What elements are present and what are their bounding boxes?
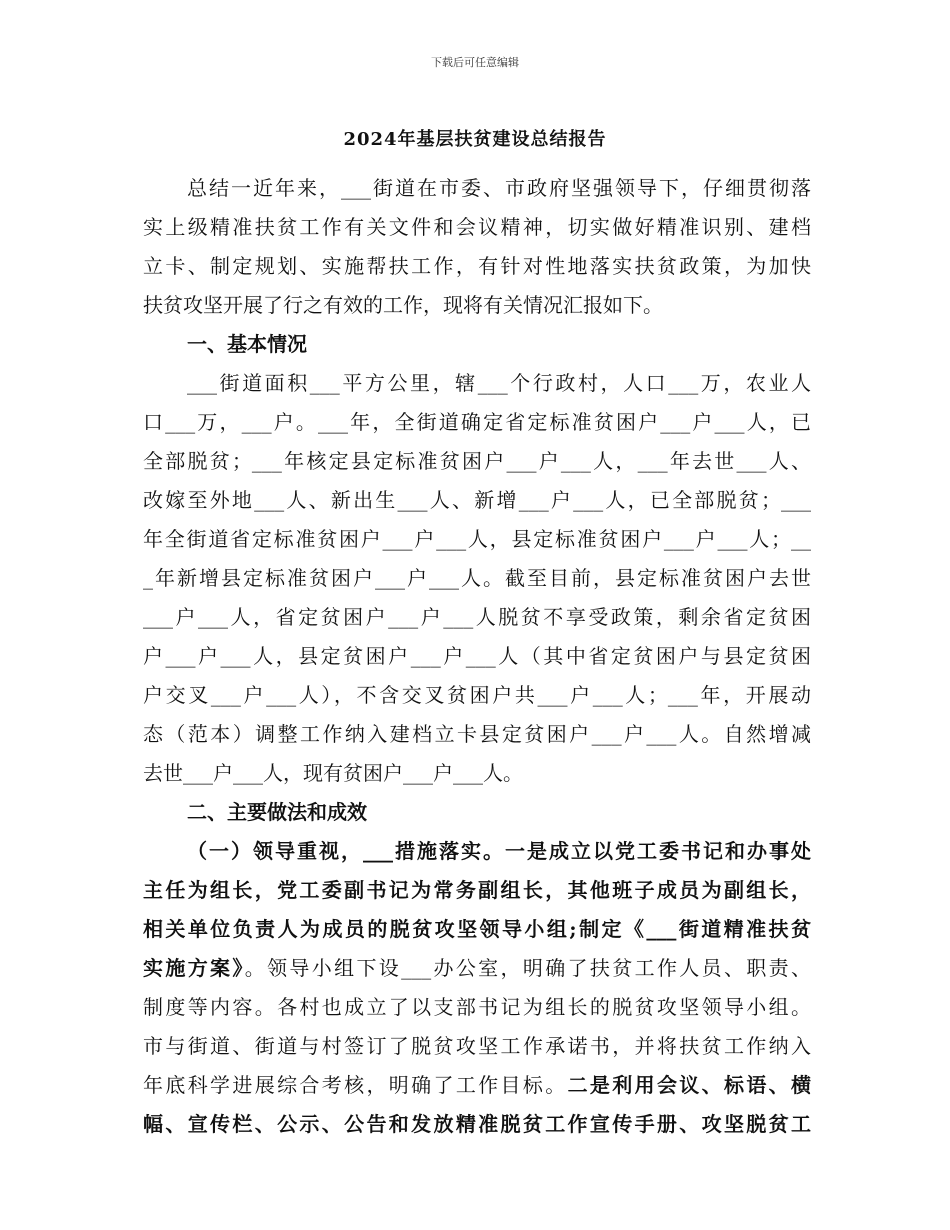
body-line (143, 1069, 811, 1101)
bold-text: 实施方案》 (143, 956, 245, 980)
body-line (143, 991, 811, 1023)
body-line: 态（范本）调整工作纳入建档立卡县定贫困户___户___人。自然增减 (143, 722, 811, 746)
normal-text: 。领导小组下设___办公室，明确了扶贫工作人员、职责、 (244, 956, 811, 980)
body-line: 去世___户___人，现有贫困户___户___人。 (143, 761, 523, 785)
intro-line: 实上级精准扶贫工作有关文件和会议精神，切实做好精准识别、建档 (143, 215, 811, 239)
body-line (143, 874, 811, 906)
body-line (143, 913, 811, 945)
normal-text: 市与街道、街道与村签订了脱贫攻坚工作承诺书，并将扶贫工作纳入 (143, 1034, 811, 1058)
body-line: ___户___人，省定贫困户___户___人脱贫不享受政策，剩余省定贫困 (143, 605, 811, 629)
section-heading: 二、主要做法和成效 (187, 800, 367, 824)
section-heading: 一、基本情况 (187, 332, 307, 356)
intro-line: 扶贫攻坚开展了行之有效的工作，现将有关情况汇报如下。 (143, 293, 663, 317)
bold-text: 幅、宣传栏、公示、公告和发放精准脱贫工作宣传手册、攻坚脱贫工 (143, 1112, 811, 1136)
body-line: _年新增县定标准贫困户___户___人。截至目前，县定标准贫困户去世 (143, 566, 811, 590)
intro-line: 总结一近年来，___街道在市委、市政府坚强领导下，仔细贯彻落 (187, 176, 811, 200)
body-line (143, 1030, 811, 1062)
body-line (143, 952, 811, 984)
body-line (187, 835, 811, 867)
body-line: 户___户___人，县定贫困户___户___人（其中省定贫困户与县定贫困 (143, 644, 811, 668)
body-line: 口___万，___户。___年，全街道确定省定标准贫困户___户___人，已 (143, 410, 811, 434)
normal-text: 年底科学进展综合考核，明确了工作目标。 (143, 1073, 568, 1097)
normal-text: 制度等内容。各村也成立了以支部书记为组长的脱贫攻坚领导小组。 (143, 995, 811, 1019)
body-line: 年全街道省定标准贫困户___户___人，县定标准贫困户___户___人；__ (143, 527, 811, 551)
bold-text: （一）领导重视，___措施落实。一是成立以党工委书记和办事处 (187, 839, 811, 863)
body-line: 改嫁至外地___人、新出生___人、新增___户___人，已全部脱贫；___ (143, 488, 811, 512)
body-line: 户交叉___户___人），不含交叉贫困户共___户___人；___年，开展动 (143, 683, 811, 707)
body-line (143, 1108, 811, 1140)
intro-line: 立卡、制定规划、实施帮扶工作，有针对性地落实扶贫政策，为加快 (143, 254, 811, 278)
document-title: 2024年基层扶贫建设总结报告 (343, 129, 607, 150)
bold-text: 主任为组长，党工委副书记为常务副组长，其他班子成员为副组长， (143, 878, 811, 902)
body-line: 全部脱贫；___年核定县定标准贫困户___户___人，___年去世___人、 (143, 449, 811, 473)
body-line: ___街道面积___平方公里，辖___个行政村，人口___万，农业人 (187, 371, 811, 395)
page-header-note: 下载后可任意编辑 (431, 56, 519, 69)
bold-text: 相关单位负责人为成员的脱贫攻坚领导小组;制定《___街道精准扶贫 (143, 917, 811, 941)
bold-text: 二是利用会议、标语、横 (567, 1073, 811, 1097)
